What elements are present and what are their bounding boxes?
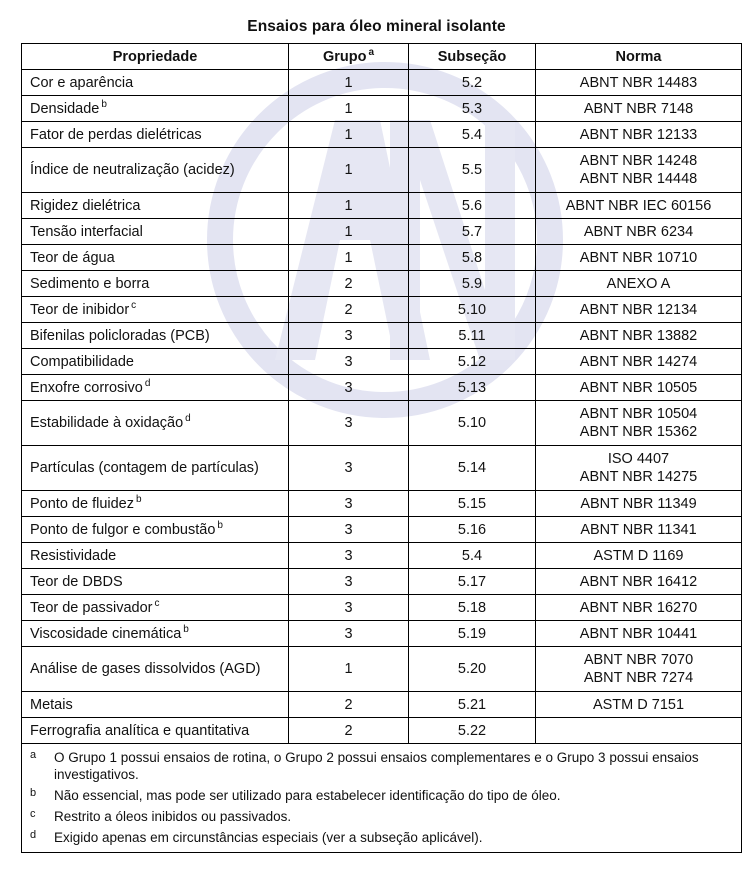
footnote-mark: b	[30, 787, 37, 799]
property-label: Metais	[30, 696, 73, 713]
property-label: Partículas (contagem de partículas)	[30, 460, 259, 476]
cell-standard	[536, 70, 742, 96]
cell-group: 2	[289, 297, 409, 323]
cell-group: 3	[289, 543, 409, 569]
property-label: Compatibilidade	[30, 353, 134, 370]
property-label: Tensão interfacial	[30, 223, 143, 240]
footnote-text: Exigido apenas em circunstâncias especiais (ver a subseção aplicável).	[54, 830, 483, 845]
cell-subsection: 5.20	[409, 647, 536, 692]
cell-property	[22, 96, 289, 122]
standard-line: ABNT NBR 7274	[583, 670, 694, 686]
table-row	[22, 148, 742, 193]
tests-table	[21, 43, 742, 853]
cell-group: 1	[289, 70, 409, 96]
cell-standard	[536, 517, 742, 543]
cell-property	[22, 193, 289, 219]
cell-standard	[536, 219, 742, 245]
standard-line: ABNT NBR 14275	[579, 469, 698, 485]
footnote	[30, 829, 733, 846]
cell-group: 1	[289, 148, 409, 193]
cell-standard	[536, 245, 742, 271]
cell-standard	[536, 543, 742, 569]
cell-property	[22, 271, 289, 297]
header-group-label: Grupo	[322, 48, 367, 65]
table-row	[22, 349, 742, 375]
property-label: Cor e aparência	[30, 74, 134, 91]
cell-group: 3	[289, 446, 409, 491]
cell-group: 3	[289, 401, 409, 446]
header-standard: Norma	[536, 44, 742, 70]
cell-group: 1	[289, 122, 409, 148]
cell-property	[22, 446, 289, 491]
cell-property	[22, 692, 289, 718]
cell-standard	[536, 692, 742, 718]
cell-subsection: 5.2	[409, 70, 536, 96]
standard-line: ASTM D 1169	[593, 547, 684, 564]
standard-line: ABNT NBR 10710	[579, 249, 698, 266]
cell-standard	[536, 595, 742, 621]
cell-standard	[536, 718, 742, 744]
footnote-text: Não essencial, mas pode ser utilizado para estabelecer identificação do tipo de óleo.	[54, 788, 561, 803]
cell-subsection: 5.22	[409, 718, 536, 744]
cell-standard	[536, 193, 742, 219]
table-row	[22, 446, 742, 491]
footnotes-row	[22, 744, 742, 853]
cell-property	[22, 349, 289, 375]
cell-standard	[536, 647, 742, 692]
cell-standard	[536, 122, 742, 148]
property-label: Enxofre corrosivo	[30, 379, 143, 396]
cell-standard	[536, 148, 742, 193]
property-label: Bifenilas policloradas (PCB)	[30, 327, 210, 344]
standard-line: ABNT NBR 16412	[579, 573, 698, 590]
cell-subsection: 5.12	[409, 349, 536, 375]
property-label: Teor de inibidor	[30, 301, 130, 318]
table-row	[22, 193, 742, 219]
standard-line: ABNT NBR 14448	[579, 171, 698, 187]
standard-line: ABNT NBR 6234	[583, 223, 694, 240]
property-label: Rigidez dielétrica	[30, 197, 141, 214]
standard-line: ABNT NBR 7070	[583, 652, 694, 668]
cell-standard	[536, 297, 742, 323]
cell-subsection: 5.17	[409, 569, 536, 595]
standard-line: ASTM D 7151	[592, 696, 685, 713]
cell-property	[22, 543, 289, 569]
property-label: Fator de perdas dielétricas	[30, 126, 202, 143]
cell-group: 2	[289, 692, 409, 718]
property-label: Resistividade	[30, 547, 117, 564]
standard-line: ABNT NBR IEC 60156	[565, 197, 712, 214]
table-row	[22, 718, 742, 744]
cell-standard	[536, 401, 742, 446]
header-group-note: a	[368, 46, 375, 58]
table-row	[22, 297, 742, 323]
cell-standard	[536, 349, 742, 375]
standard-line: ABNT NBR 12133	[579, 126, 698, 143]
cell-subsection: 5.8	[409, 245, 536, 271]
footnote	[30, 808, 733, 825]
cell-group: 2	[289, 718, 409, 744]
cell-group: 1	[289, 245, 409, 271]
cell-group: 1	[289, 647, 409, 692]
footnote-mark: a	[30, 749, 37, 761]
footnote-text: O Grupo 1 possui ensaios de rotina, o Grupo 2 possui ensaios complementares e o Grupo 3 possui ensaios investigativos.	[54, 750, 699, 782]
property-label: Viscosidade cinemática	[30, 625, 182, 642]
property-label: Ponto de fulgor e combustão	[30, 521, 216, 538]
table-row	[22, 219, 742, 245]
cell-group: 3	[289, 349, 409, 375]
footnote-ref: b	[101, 98, 107, 110]
standard-line: ABNT NBR 11349	[580, 495, 697, 512]
property-label: Teor de DBDS	[30, 573, 123, 590]
cell-subsection: 5.13	[409, 375, 536, 401]
cell-group: 1	[289, 219, 409, 245]
cell-subsection: 5.11	[409, 323, 536, 349]
footnote-ref: b	[183, 623, 189, 635]
standard-line: ABNT NBR 16270	[579, 599, 698, 616]
cell-standard	[536, 621, 742, 647]
table-row	[22, 647, 742, 692]
cell-standard	[536, 491, 742, 517]
property-label: Teor de passivador	[30, 599, 153, 616]
standard-line: ISO 4407	[607, 451, 670, 467]
footnote	[30, 787, 733, 804]
cell-group: 3	[289, 595, 409, 621]
table-row	[22, 569, 742, 595]
footnote-mark: c	[30, 808, 36, 820]
property-label: Análise de gases dissolvidos (AGD)	[30, 661, 261, 677]
cell-subsection: 5.9	[409, 271, 536, 297]
header-subsection: Subseção	[409, 44, 536, 70]
table-row	[22, 245, 742, 271]
standard-line: ABNT NBR 10441	[579, 625, 698, 642]
cell-property	[22, 323, 289, 349]
cell-subsection: 5.21	[409, 692, 536, 718]
cell-standard	[536, 569, 742, 595]
cell-property	[22, 517, 289, 543]
property-label: Estabilidade à oxidação	[30, 415, 184, 431]
cell-subsection: 5.10	[409, 297, 536, 323]
cell-property	[22, 647, 289, 692]
table-row	[22, 595, 742, 621]
cell-subsection: 5.5	[409, 148, 536, 193]
cell-subsection: 5.15	[409, 491, 536, 517]
footnote-ref: b	[217, 519, 223, 531]
cell-subsection: 5.18	[409, 595, 536, 621]
cell-standard	[536, 446, 742, 491]
property-label: Índice de neutralização (acidez)	[30, 162, 235, 178]
cell-property	[22, 297, 289, 323]
cell-subsection: 5.3	[409, 96, 536, 122]
cell-property	[22, 491, 289, 517]
footnote-text: Restrito a óleos inibidos ou passivados.	[54, 809, 292, 824]
table-row	[22, 517, 742, 543]
cell-group: 3	[289, 621, 409, 647]
cell-group: 3	[289, 517, 409, 543]
standard-line: ABNT NBR 14248	[579, 153, 698, 169]
header-property: Propriedade	[22, 44, 289, 70]
table-row	[22, 122, 742, 148]
cell-subsection: 5.19	[409, 621, 536, 647]
standard-line: ABNT NBR 12134	[579, 301, 698, 318]
property-label: Densidade	[30, 100, 100, 117]
cell-subsection: 5.7	[409, 219, 536, 245]
table-header-row	[22, 44, 742, 70]
table-row	[22, 692, 742, 718]
cell-group: 3	[289, 569, 409, 595]
cell-group: 1	[289, 193, 409, 219]
cell-standard	[536, 271, 742, 297]
footnote-mark: d	[30, 829, 37, 841]
standard-line: ABNT NBR 7148	[583, 100, 694, 117]
table-row	[22, 491, 742, 517]
table-row	[22, 70, 742, 96]
table-title: Ensaios para óleo mineral isolante	[247, 18, 506, 35]
standard-line: ABNT NBR 14274	[579, 353, 698, 370]
cell-property	[22, 595, 289, 621]
footnote	[30, 749, 733, 783]
standard-line: ABNT NBR 13882	[579, 327, 698, 344]
property-label: Teor de água	[30, 249, 115, 266]
property-label: Ferrografia analítica e quantitativa	[30, 722, 250, 739]
standard-line: ABNT NBR 15362	[579, 424, 698, 440]
cell-group: 3	[289, 323, 409, 349]
table-row	[22, 96, 742, 122]
cell-standard	[536, 96, 742, 122]
cell-subsection: 5.16	[409, 517, 536, 543]
cell-standard	[536, 375, 742, 401]
footnote-ref: c	[131, 299, 137, 311]
cell-property	[22, 401, 289, 446]
cell-property	[22, 245, 289, 271]
standard-line: ANEXO A	[606, 275, 671, 292]
cell-standard	[536, 323, 742, 349]
table-row	[22, 271, 742, 297]
cell-group: 3	[289, 375, 409, 401]
footnote-ref: b	[136, 493, 142, 505]
cell-property	[22, 148, 289, 193]
cell-property	[22, 70, 289, 96]
cell-group: 3	[289, 491, 409, 517]
standard-line: ABNT NBR 11341	[580, 521, 697, 538]
cell-subsection: 5.4	[409, 122, 536, 148]
standard-line: ABNT NBR 10505	[579, 379, 698, 396]
footnote-ref: c	[154, 597, 160, 609]
table-row	[22, 401, 742, 446]
cell-property	[22, 569, 289, 595]
table-row	[22, 323, 742, 349]
standard-line: ABNT NBR 10504	[579, 406, 698, 422]
table-row	[22, 543, 742, 569]
cell-property	[22, 219, 289, 245]
cell-subsection: 5.14	[409, 446, 536, 491]
header-group	[289, 44, 409, 70]
cell-subsection: 5.10	[409, 401, 536, 446]
table-row	[22, 621, 742, 647]
table-row	[22, 375, 742, 401]
footnote-ref: d	[185, 413, 191, 424]
property-label: Sedimento e borra	[30, 275, 150, 292]
cell-subsection: 5.4	[409, 543, 536, 569]
cell-property	[22, 718, 289, 744]
cell-property	[22, 621, 289, 647]
cell-property	[22, 122, 289, 148]
footnote-ref: d	[144, 377, 151, 389]
cell-group: 1	[289, 96, 409, 122]
cell-subsection: 5.6	[409, 193, 536, 219]
property-label: Ponto de fluidez	[30, 495, 134, 512]
footnotes	[22, 744, 742, 853]
standard-line: ABNT NBR 14483	[579, 74, 698, 91]
cell-property	[22, 375, 289, 401]
cell-group: 2	[289, 271, 409, 297]
